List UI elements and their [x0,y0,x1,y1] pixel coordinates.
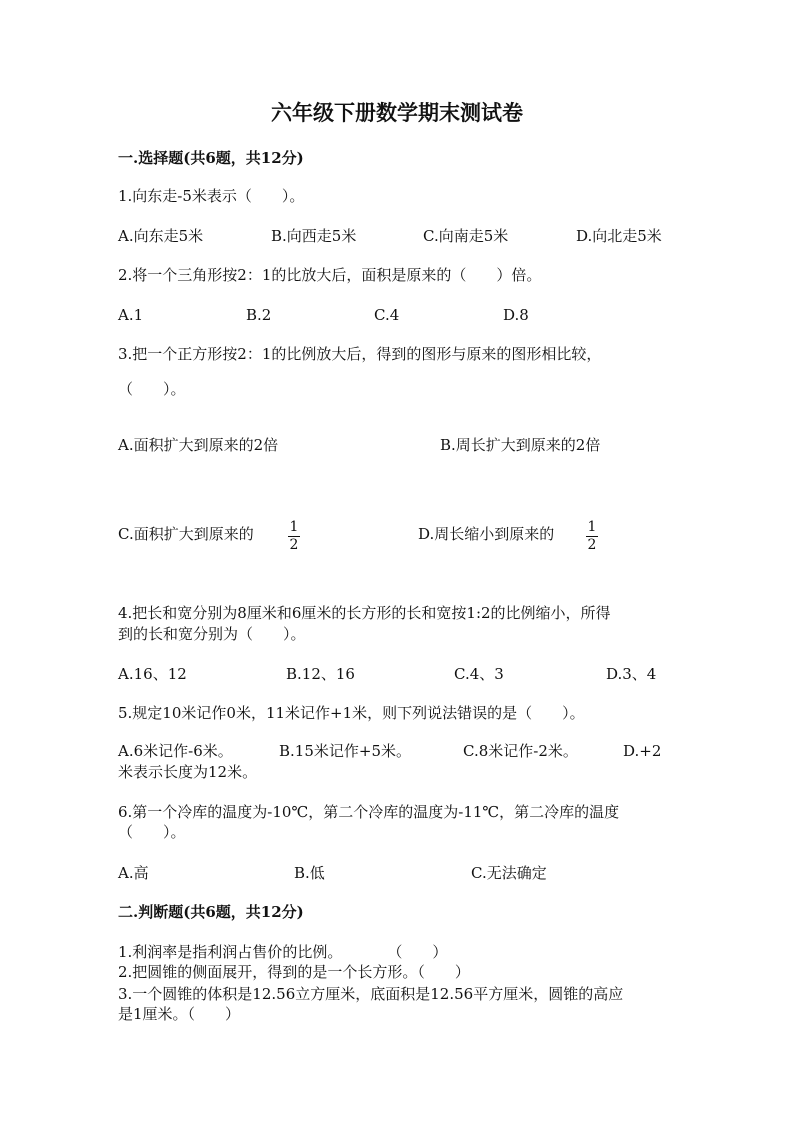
q3-option-d-fraction [584,520,600,553]
fraction-denominator: 2 [289,537,299,553]
question-2-stem: 2.将一个三角形按2：1的比放大后，面积是原来的（ ）倍。 [118,266,542,284]
q3-option-c-fraction [286,520,302,553]
q4-option-c: C.4、3 [454,665,504,683]
q2-option-a: A.1 [118,306,144,324]
question-5-stem: 5.规定10米记作0米，11米记作+1米，则下列说法错误的是（ ）。 [118,704,585,722]
judgement-item-2: 2.把圆锥的侧面展开，得到的是一个长方形。（ ） [118,963,470,981]
q4-option-a: A.16、12 [118,665,187,683]
q3-option-a: A.面积扩大到原来的2倍 [118,436,279,454]
q1-option-a: A.向东走5米 [118,227,204,245]
judgement-item-1: 1.利润率是指利润占售价的比例。 （ ） [118,943,448,961]
q3-option-b: B.周长扩大到原来的2倍 [440,436,601,454]
q6-option-b: B.低 [294,864,325,882]
q5-option-d: D.+2 [623,742,662,760]
q4-option-d: D.3、4 [606,665,657,683]
q6-option-c: C.无法确定 [471,864,547,882]
section-heading-judgement: 二.判断题(共6题，共12分) [118,903,304,921]
q3-option-d: D.周长缩小到原来的 [418,525,555,543]
q1-option-b: B.向西走5米 [271,227,357,245]
q3-option-c: C.面积扩大到原来的 [118,525,254,543]
page-title: 六年级下册数学期末测试卷 [271,100,523,125]
q5-option-a: A.6米记作-6米。 [118,742,233,760]
fraction-numerator: 1 [289,519,299,535]
question-6-stem-line1: 6.第一个冷库的温度为-10℃，第二个冷库的温度为-11℃，第二冷库的温度 [118,803,620,821]
question-3-stem-line1: 3.把一个正方形按2：1的比例放大后，得到的图形与原来的图形相比较， [118,345,602,363]
q5-option-d-continued: 米表示长度为12米。 [118,763,258,781]
q5-option-c: C.8米记作-2米。 [463,742,578,760]
q1-option-d: D.向北走5米 [576,227,662,245]
q1-option-c: C.向南走5米 [423,227,509,245]
question-6-stem-line2: （ ）。 [118,823,186,841]
question-1-stem: 1.向东走-5米表示（ ）。 [118,187,305,205]
q5-option-b: B.15米记作+5米。 [279,742,411,760]
q6-option-a: A.高 [118,864,149,882]
fraction-denominator: 2 [587,537,597,553]
section-heading-choice: 一.选择题(共6题，共12分) [118,149,304,167]
fraction-numerator: 1 [587,519,597,535]
question-4-stem-line2: 到的长和宽分别为（ ）。 [118,625,306,643]
question-4-stem-line1: 4.把长和宽分别为8厘米和6厘米的长方形的长和宽按1:2的比例缩小，所得 [118,604,611,622]
q4-option-b: B.12、16 [286,665,355,683]
q2-option-d: D.8 [503,306,529,324]
q2-option-b: B.2 [246,306,272,324]
judgement-item-3-continued: 是1厘米。（ ） [118,1005,241,1023]
question-3-stem-line2: （ ）。 [118,380,186,398]
judgement-item-3: 3.一个圆锥的体积是12.56立方厘米，底面积是12.56平方厘米，圆锥的高应 [118,985,624,1003]
q2-option-c: C.4 [374,306,400,324]
